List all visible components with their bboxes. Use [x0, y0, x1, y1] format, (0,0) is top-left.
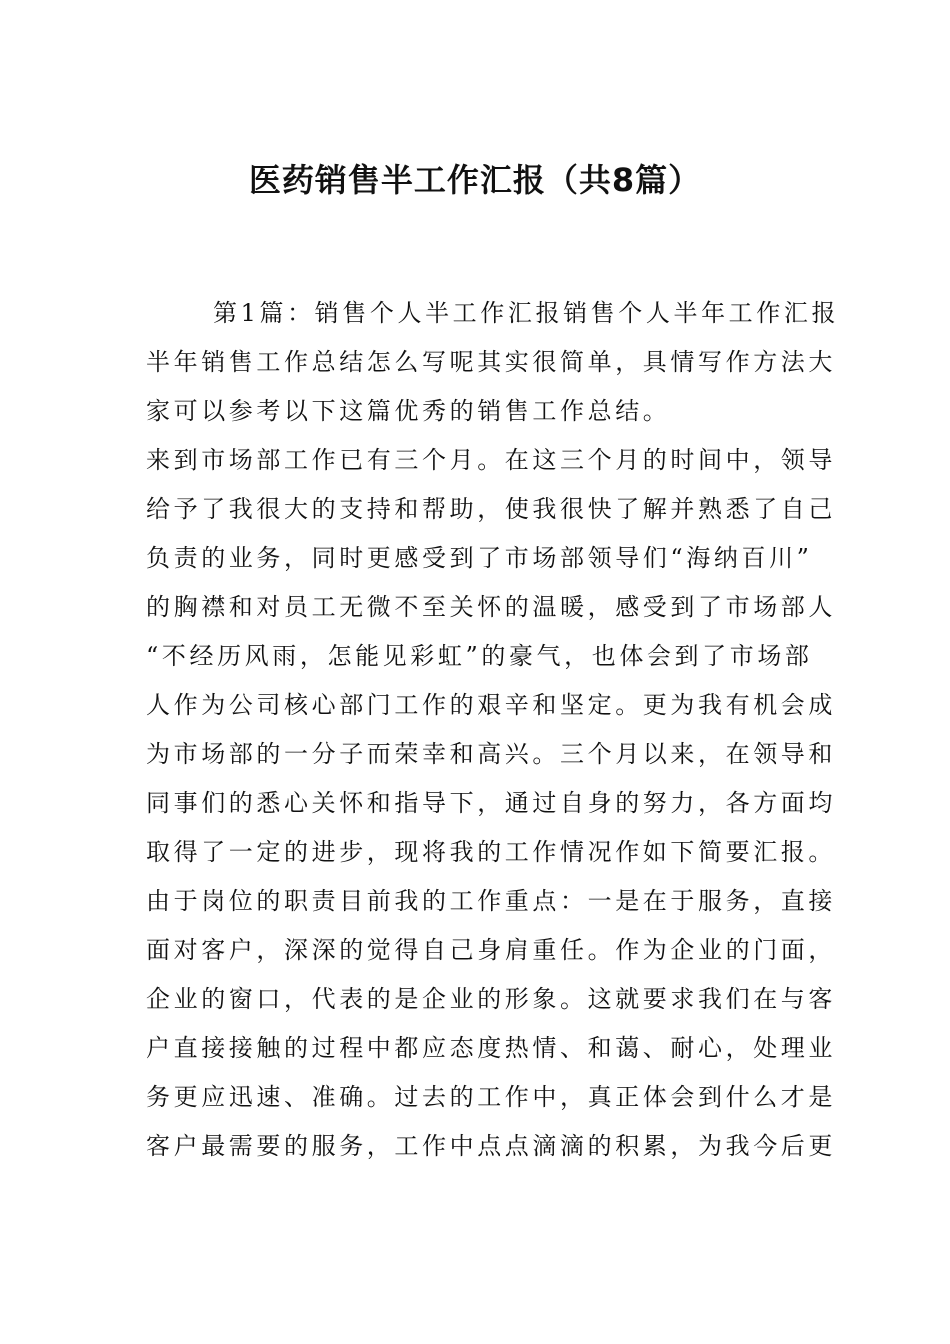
- text-line: 面对客户，深深的觉得自己身肩重任。作为企业的门面，: [146, 936, 836, 964]
- text-line: “不经历风雨，怎能见彩虹”的豪气，也体会到了市场部: [146, 642, 813, 670]
- text-line: 户直接接触的过程中都应态度热情、和蔼、耐心，处理业: [146, 1034, 836, 1062]
- text-line: 半年销售工作总结怎么写呢其实很简单，具情写作方法大: [146, 348, 836, 376]
- text-line: 同事们的悉心关怀和指导下，通过自身的努力，各方面均: [146, 789, 836, 817]
- text-line: 第1篇：销售个人半工作汇报销售个人半年工作汇报: [213, 299, 840, 327]
- text-line: 由于岗位的职责目前我的工作重点：一是在于服务，直接: [146, 887, 836, 915]
- text-line: 客户最需要的服务，工作中点点滴滴的积累，为我今后更: [146, 1132, 836, 1160]
- document-title: 医药销售半工作汇报（共8篇）: [248, 161, 702, 199]
- text-line: 负责的业务，同时更感受到了市场部领导们“海纳百川”: [146, 544, 813, 572]
- text-line: 为市场部的一分子而荣幸和高兴。三个月以来，在领导和: [146, 740, 836, 768]
- text-line: 取得了一定的进步，现将我的工作情况作如下简要汇报。: [146, 838, 836, 866]
- text-line: 企业的窗口，代表的是企业的形象。这就要求我们在与客: [146, 985, 836, 1013]
- document-body: [146, 289, 840, 1171]
- text-line: 给予了我很大的支持和帮助，使我很快了解并熟悉了自己: [146, 495, 836, 523]
- text-line: 务更应迅速、准确。过去的工作中，真正体会到什么才是: [146, 1083, 836, 1111]
- text-line: 来到市场部工作已有三个月。在这三个月的时间中，领导: [146, 446, 836, 474]
- text-line: 人作为公司核心部门工作的艰辛和坚定。更为我有机会成: [146, 691, 836, 719]
- text-line: 的胸襟和对员工无微不至关怀的温暖，感受到了市场部人: [146, 593, 836, 621]
- text-line: 家可以参考以下这篇优秀的销售工作总结。: [146, 397, 671, 425]
